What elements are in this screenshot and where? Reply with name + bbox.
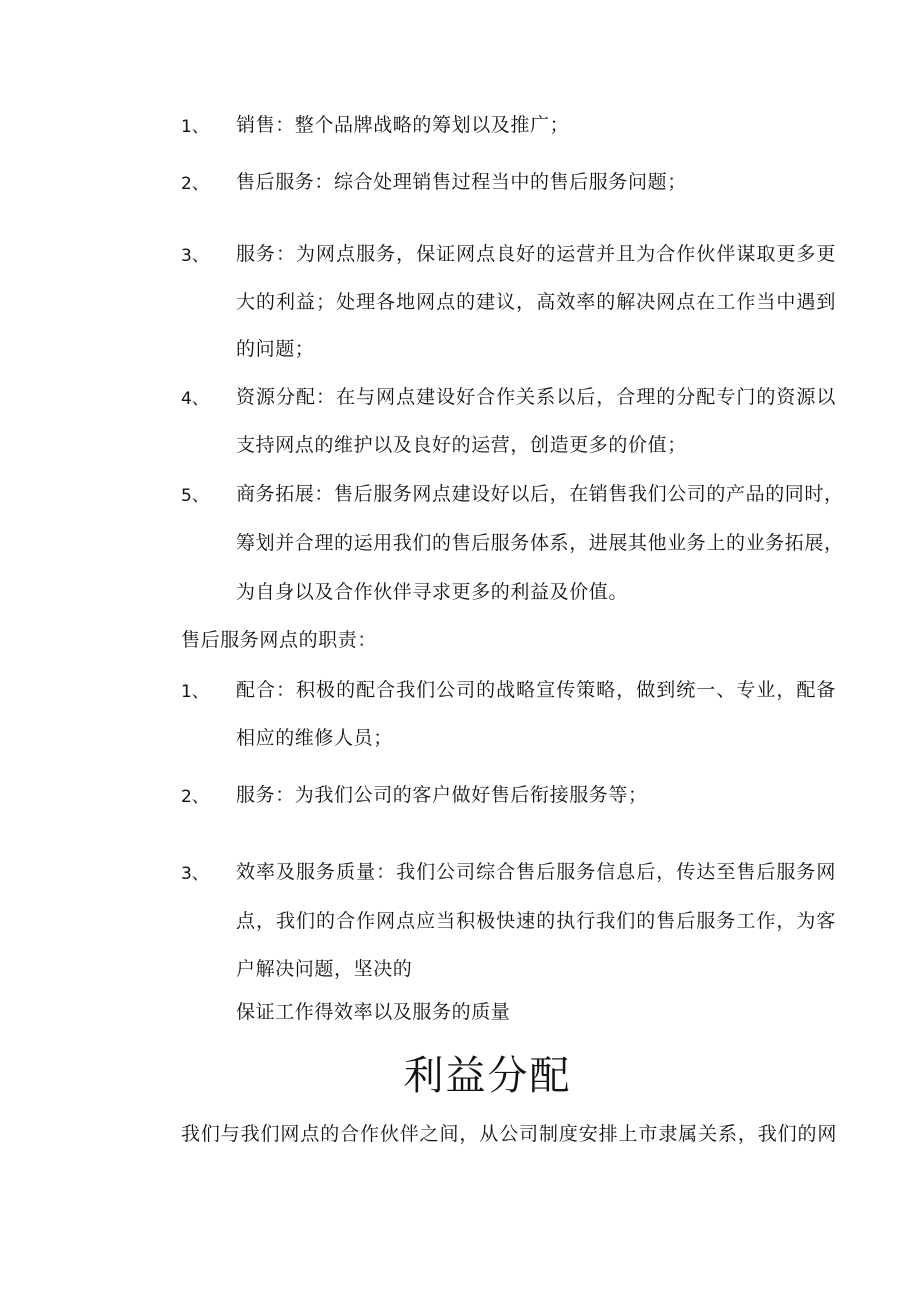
list-number: 4、 [181,389,209,409]
list-text: 服务：为我们公司的客户做好售后衔接服务等； [236,784,648,806]
list-text: 商务拓展：售后服务网点建设好以后，在销售我们公司的产品的同时， [236,483,844,505]
list-number: 2、 [181,787,209,807]
list-text: 效率及服务质量：我们公司综合售后服务信息后，传达至售后服务网 [236,861,836,883]
list-text: 的问题； [236,338,315,360]
list-number: 1、 [181,117,209,137]
list-text: 筹划并合理的运用我们的售后服务体系，进展其他业务上的业务拓展， [236,532,844,554]
list-number: 1、 [181,682,209,702]
list-number: 3、 [181,246,209,266]
list-text: 大的利益；处理各地网点的建议，高效率的解决网点在工作当中遇到 [236,291,836,313]
list-number: 2、 [181,174,209,194]
list-text: 点，我们的合作网点应当积极快速的执行我们的售后服务工作，为客 [236,910,836,932]
list-text: 销售：整个品牌战略的筹划以及推广； [236,114,570,136]
section-heading: 利益分配 [403,1053,572,1099]
list-number: 5、 [181,486,209,506]
list-text: 资源分配：在与网点建设好合作关系以后，合理的分配专门的资源以 [236,386,836,408]
list-text: 保证工作得效率以及服务的质量 [236,1001,511,1023]
list-text: 相应的维修人员； [236,727,393,749]
list-text: 售后服务：综合处理销售过程当中的售后服务问题； [236,171,687,193]
list-text: 为自身以及合作伙伴寻求更多的利益及价值。 [236,581,629,603]
list-text: 服务：为网点服务，保证网点良好的运营并且为合作伙伴谋取更多更 [236,243,836,265]
list-number: 3、 [181,864,209,884]
paragraph-text: 我们与我们网点的合作伙伴之间，从公司制度安排上市隶属关系，我们的网 [181,1123,837,1145]
list-text: 配合：积极的配合我们公司的战略宣传策略，做到统一、专业，配备 [236,679,836,701]
list-text: 支持网点的维护以及良好的运营，创造更多的价值； [236,434,687,456]
list-text: 户解决问题，坚决的 [236,958,413,980]
section-title: 售后服务网点的职责： [181,629,378,651]
